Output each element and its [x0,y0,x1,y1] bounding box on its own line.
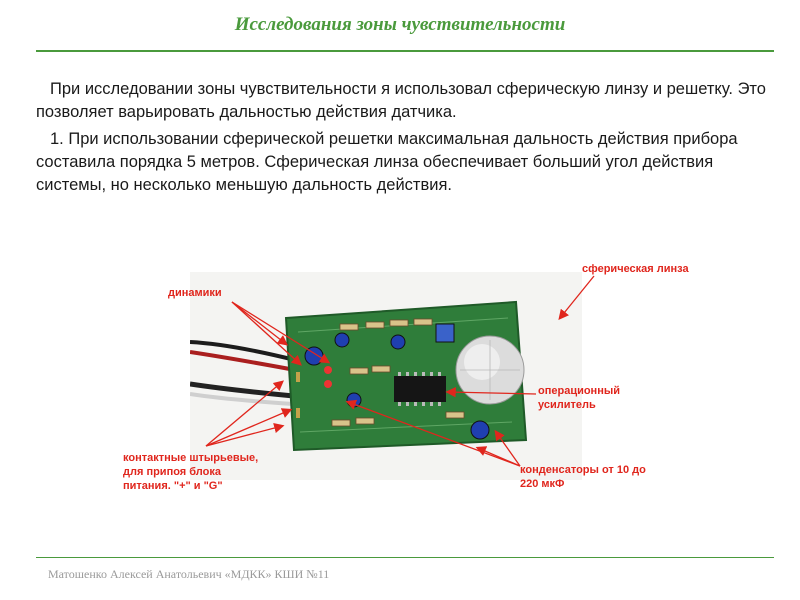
annotation-amplifier: операционный усилитель [538,385,621,411]
paragraph-intro: При исследовании зоны чувствительности я использовал сферическую линзу и решетку. Это позволяет варьировать дальностью действия датчика. [36,80,766,121]
paragraph-results: 1. При использовании сферической решетки максимальная дальность действия прибора составила порядка 5 метров. Сферическая линза обеспечивает больший угол действия системы, но несколько меньшую дальность действия. [36,130,738,194]
annotation-pins: контактные штырьевые, для припоя блока питания. "+" и "G" [123,452,259,492]
footer-divider [36,557,774,558]
annotation-capacitors: конденсаторы от 10 до 220 мкФ [520,464,646,490]
annotation-lens: сферическая линза [582,263,689,275]
title-divider [36,50,774,52]
pcb-photo [190,272,582,480]
slide-title: Исследования зоны чувствительности [234,14,566,35]
annotation-speakers: динамики [168,287,222,299]
footer-author: Матошенко Алексей Анатольевич «МДКК» КШИ №11 [48,567,330,581]
